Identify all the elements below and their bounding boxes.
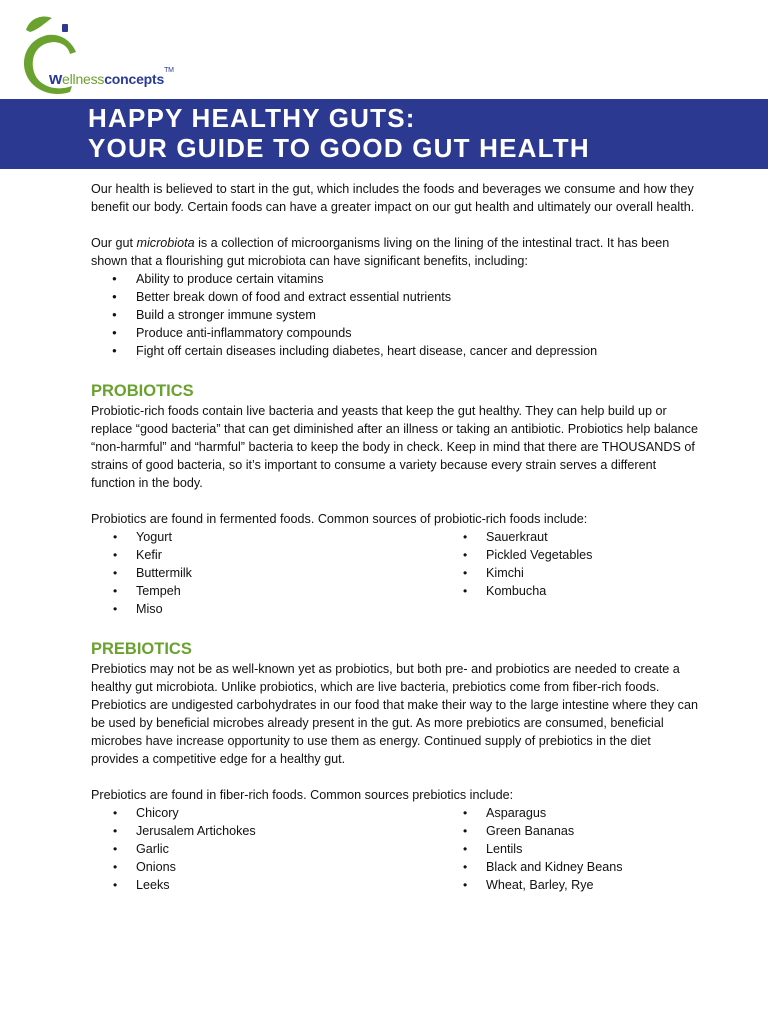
list-item: • Kimchi	[441, 564, 701, 582]
list-item: • Kombucha	[441, 582, 701, 600]
probiotics-sources-intro: Probiotics are found in fermented foods. Common sources of probiotic-rich foods include:	[91, 512, 588, 526]
title-line-1: HAPPY HEALTHY GUTS:	[88, 103, 416, 133]
probiotics-sources	[91, 528, 701, 618]
list-item: • Kefir	[91, 546, 441, 564]
list-item: ● Better break down of food and extract essential nutrients	[91, 288, 701, 306]
list-item: • Yogurt	[91, 528, 441, 546]
list-item: • Leeks	[91, 876, 441, 894]
list-item: • Sauerkraut	[441, 528, 701, 546]
probiotics-heading: PROBIOTICS	[91, 382, 194, 400]
wellness-concepts-logo	[12, 12, 202, 98]
probiotics-sources-col-1	[91, 528, 441, 618]
logo-wordmark: wellnessconcepts™	[49, 67, 174, 88]
list-item: • Black and Kidney Beans	[441, 858, 701, 876]
list-item: • Garlic	[91, 840, 441, 858]
page-title	[88, 103, 590, 163]
list-item: • Green Bananas	[441, 822, 701, 840]
benefits-list	[91, 270, 701, 360]
probiotics-sources-col-2	[441, 528, 701, 618]
list-item: • Pickled Vegetables	[441, 546, 701, 564]
list-item: • Lentils	[441, 840, 701, 858]
list-item: • Miso	[91, 600, 441, 618]
prebiotics-sources	[91, 804, 701, 894]
list-item: ● Ability to produce certain vitamins	[91, 270, 701, 288]
list-item: • Onions	[91, 858, 441, 876]
list-item: • Wheat, Barley, Rye	[441, 876, 701, 894]
title-banner	[0, 99, 768, 169]
prebiotics-heading: PREBIOTICS	[91, 640, 192, 658]
list-item: • Buttermilk	[91, 564, 441, 582]
list-item: ● Produce anti-inflammatory compounds	[91, 324, 701, 342]
list-item: • Chicory	[91, 804, 441, 822]
prebiotics-sources-col-1	[91, 804, 441, 894]
list-item: ● Build a stronger immune system	[91, 306, 701, 324]
prebiotics-sources-intro: Prebiotics are found in fiber-rich foods. Common sources prebiotics include:	[91, 788, 514, 802]
list-item: • Asparagus	[441, 804, 701, 822]
list-item: • Tempeh	[91, 582, 441, 600]
probiotics-paragraph: Probiotic-rich foods contain live bacteria and yeasts that keep the gut healthy. They can help build up or replace “good bacteria” that can get diminished after an illness or taking an antibiotic. Probiotics help balance “non-harmful” and “harmful” bacteria to keep the body in check. Keep in mind that there are THOUSANDS of strains of good bacteria, so it’s important to consume a variety because every strain serves a different function in the body.	[91, 404, 698, 490]
document-body	[91, 180, 701, 894]
intro-paragraph-2: Our gut microbiota is a collection of microorganisms living on the lining of the intestinal tract. It has been shown that a flourishing gut microbiota can have significant benefits, including:	[91, 236, 670, 268]
list-item: ● Fight off certain diseases including diabetes, heart disease, cancer and depression	[91, 342, 701, 360]
intro-paragraph-1: Our health is believed to start in the gut, which includes the foods and beverages we consume and how they benefit our body. Certain foods can have a greater impact on our gut health and ultimately our overall health.	[91, 182, 695, 214]
prebiotics-sources-col-2	[441, 804, 701, 894]
list-item: • Jerusalem Artichokes	[91, 822, 441, 840]
title-line-2: YOUR GUIDE TO GOOD GUT HEALTH	[88, 133, 590, 163]
prebiotics-paragraph: Prebiotics may not be as well-known yet as probiotics, but both pre- and probiotics are needed to create a healthy gut microbiota. Unlike probiotics, which are live bacteria, prebiotics come from fiber-rich foods. Prebiotics are undigested carbohydrates in our food that make their way to the large intestine where they can be used by beneficial microbes already present in the gut. As more prebiotics are consumed, beneficial microbes have increase opportunity to use them as energy. Continued supply of prebiotics in the diet provides a competitive edge for a healthy gut.	[91, 662, 698, 766]
